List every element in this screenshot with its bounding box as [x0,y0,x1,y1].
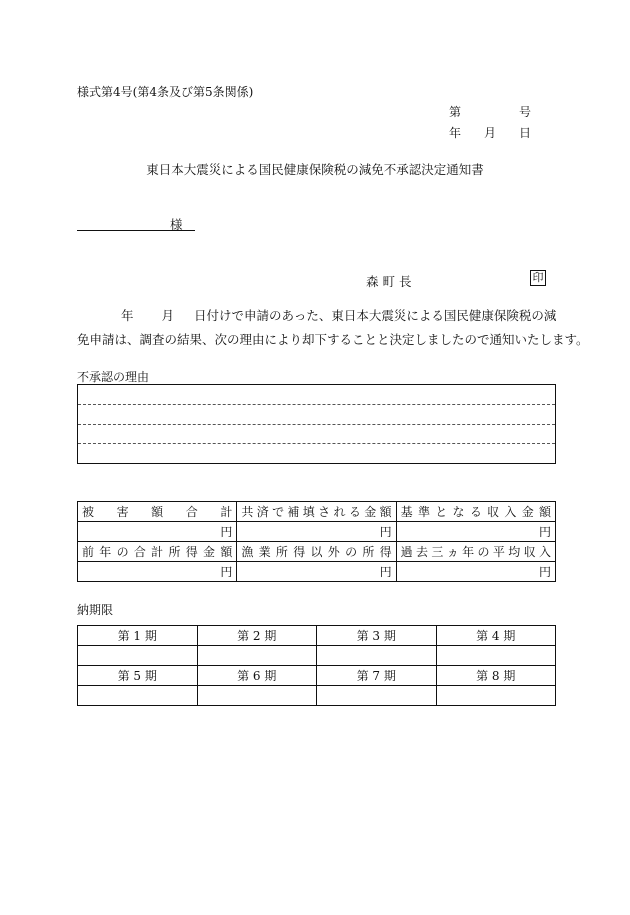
amount-cell[interactable]: 円 [78,522,237,542]
reason-box[interactable] [77,384,556,464]
period-cell[interactable] [197,646,317,666]
period-cell[interactable] [317,686,437,706]
body-line-2: 免申請は、調査の結果、次の理由により却下することと決定しましたので通知いたします。 [77,332,589,347]
period-cell[interactable] [78,646,198,666]
period-cell[interactable] [317,646,437,666]
period-header: 第 3 期 [317,626,437,646]
table-row [78,646,556,666]
body-text-1: 日付けで申請のあった、東日本大震災による国民健康保険税の減 [194,308,557,323]
table-row [78,666,556,686]
amounts-table [77,501,556,582]
period-header: 第 4 期 [436,626,556,646]
amount-cell[interactable]: 円 [78,562,237,582]
table-row [78,626,556,646]
due-date-label: 納期限 [77,603,114,617]
period-header: 第 5 期 [78,666,198,686]
period-header: 第 6 期 [197,666,317,686]
period-header: 第 2 期 [197,626,317,646]
document-number [449,103,531,120]
amount-cell[interactable]: 円 [237,522,396,542]
body-year: 年 [121,308,134,323]
number-prefix: 第 [449,105,462,119]
seal-mark: 印 [530,270,546,286]
due-date-table [77,625,556,706]
header-base-income: 基準となる収入金額 [396,502,555,522]
issuer: 森町長 [366,274,416,289]
period-cell[interactable] [436,646,556,666]
addressee-suffix: 様 [170,217,183,232]
body-month: 月 [161,308,175,323]
period-cell[interactable] [78,686,198,706]
period-header: 第 8 期 [436,666,556,686]
header-damage-total: 被害額合計 [78,502,237,522]
header-non-fishery-income: 漁業所得以外の所得 [237,542,396,562]
date-month: 月 [483,126,496,140]
reason-line [78,424,555,425]
form-number: 様式第4号(第4条及び第5条関係) [77,85,254,99]
header-three-year-average: 過去三ヵ年の平均収入 [396,542,555,562]
table-row [78,542,556,562]
date-day: 日 [518,126,531,140]
period-header: 第 1 期 [78,626,198,646]
amount-cell[interactable]: 円 [396,522,555,542]
date-year: 年 [449,126,462,140]
table-row [78,686,556,706]
amount-cell[interactable]: 円 [396,562,555,582]
period-header: 第 7 期 [317,666,437,686]
period-cell[interactable] [436,686,556,706]
body-line-1 [77,306,556,324]
reason-line [78,404,555,405]
table-row [78,562,556,582]
header-prior-year-income: 前年の合計所得金額 [78,542,237,562]
header-insurance-compensation: 共済で補填される金額 [237,502,396,522]
period-cell[interactable] [197,686,317,706]
document-date [449,124,531,141]
reason-line [78,443,555,444]
table-row [78,522,556,542]
number-suffix: 号 [518,105,531,119]
table-row [78,502,556,522]
amount-cell[interactable]: 円 [237,562,396,582]
reason-label: 不承認の理由 [77,370,150,384]
document-title: 東日本大震災による国民健康保険税の減免不承認決定通知書 [146,162,484,177]
